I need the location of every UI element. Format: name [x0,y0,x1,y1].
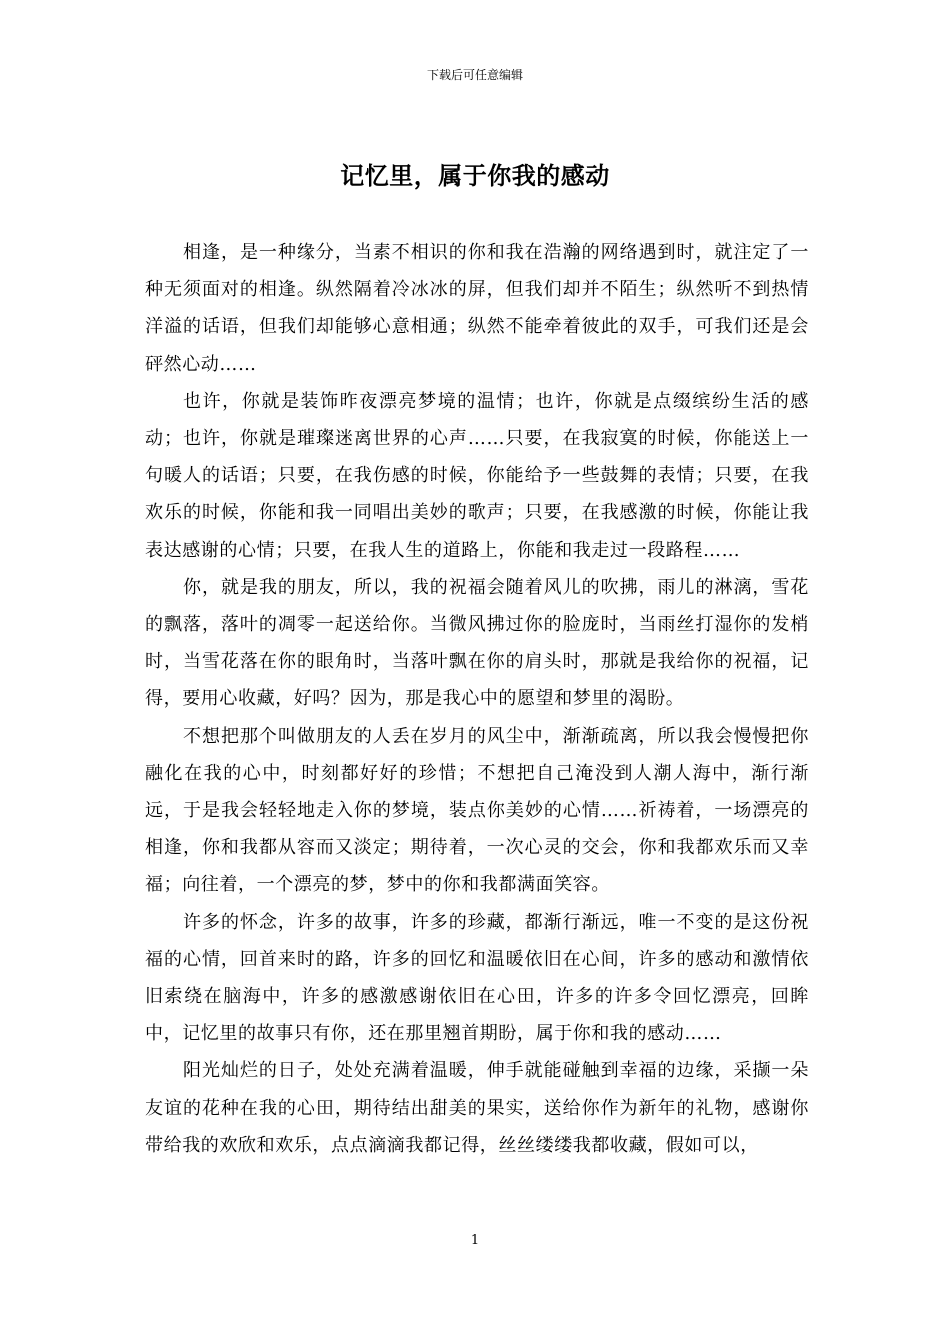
paragraph: 你，就是我的朋友，所以，我的祝福会随着风儿的吹拂，雨儿的淋漓，雪花的飘落，落叶的凋零一起送给你。当微风拂过你的脸庞时，当雨丝打湿你的发梢时，当雪花落在你的眼角时，当落叶飘在你的肩头时，那就是我给你的祝福，记得，要用心收藏，好吗？因为，那是我心中的愿望和梦里的渴盼。 [145,576,809,710]
page-number: 1 [470,1233,480,1248]
paragraph: 相逢，是一种缘分，当素不相识的你和我在浩瀚的网络遇到时，就注定了一种无须面对的相逢。纵然隔着冷冰冰的屏，但我们却并不陌生；纵然听不到热情洋溢的话语，但我们却能够心意相通；纵然不能牵着彼此的双手，可我们还是会砰然心动…… [145,242,809,375]
document-body [145,234,809,1164]
paragraph: 阳光灿烂的日子，处处充满着温暖，伸手就能碰触到幸福的边缘，采撷一朵友谊的花种在我的心田，期待结出甜美的果实，送给你作为新年的礼物，感谢你带给我的欢欣和欢乐，点点滴滴我都记得，丝丝缕缕我都收藏，假如可以， [145,1060,809,1156]
paragraph: 不想把那个叫做朋友的人丢在岁月的风尘中，渐渐疏离，所以我会慢慢把你融化在我的心中，时刻都好好的珍惜；不想把自己淹没到人潮人海中，渐行渐远，于是我会轻轻地走入你的梦境，装点你美妙的心情……祈祷着，一场漂亮的相逢，你和我都从容而又淡定；期待着，一次心灵的交会，你和我都欢乐而又幸福；向往着，一个漂亮的梦，梦中的你和我都满面笑容。 [145,725,809,896]
paragraph: 也许，你就是装饰昨夜漂亮梦境的温情；也许，你就是点缀缤纷生活的感动；也许，你就是璀璨迷离世界的心声……只要，在我寂寞的时候，你能送上一句暖人的话语；只要，在我伤感的时候，你能给予一些鼓舞的表情；只要，在我欢乐的时候，你能和我一同唱出美妙的歌声；只要，在我感激的时候，你能让我表达感谢的心情；只要，在我人生的道路上，你能和我走过一段路程…… [145,390,809,561]
document-title: 记忆里，属于你我的感动 [340,162,610,190]
paragraph: 许多的怀念，许多的故事，许多的珍藏，都渐行渐远，唯一不变的是这份祝福的心情，回首来时的路，许多的回忆和温暖依旧在心间，许多的感动和激情依旧索绕在脑海中，许多的感激感谢依旧在心田，许多的许多令回忆漂亮，回眸中，记忆里的故事只有你，还在那里翘首期盼，属于你和我的感动…… [145,911,809,1045]
header-note: 下载后可任意编辑 [426,68,523,82]
